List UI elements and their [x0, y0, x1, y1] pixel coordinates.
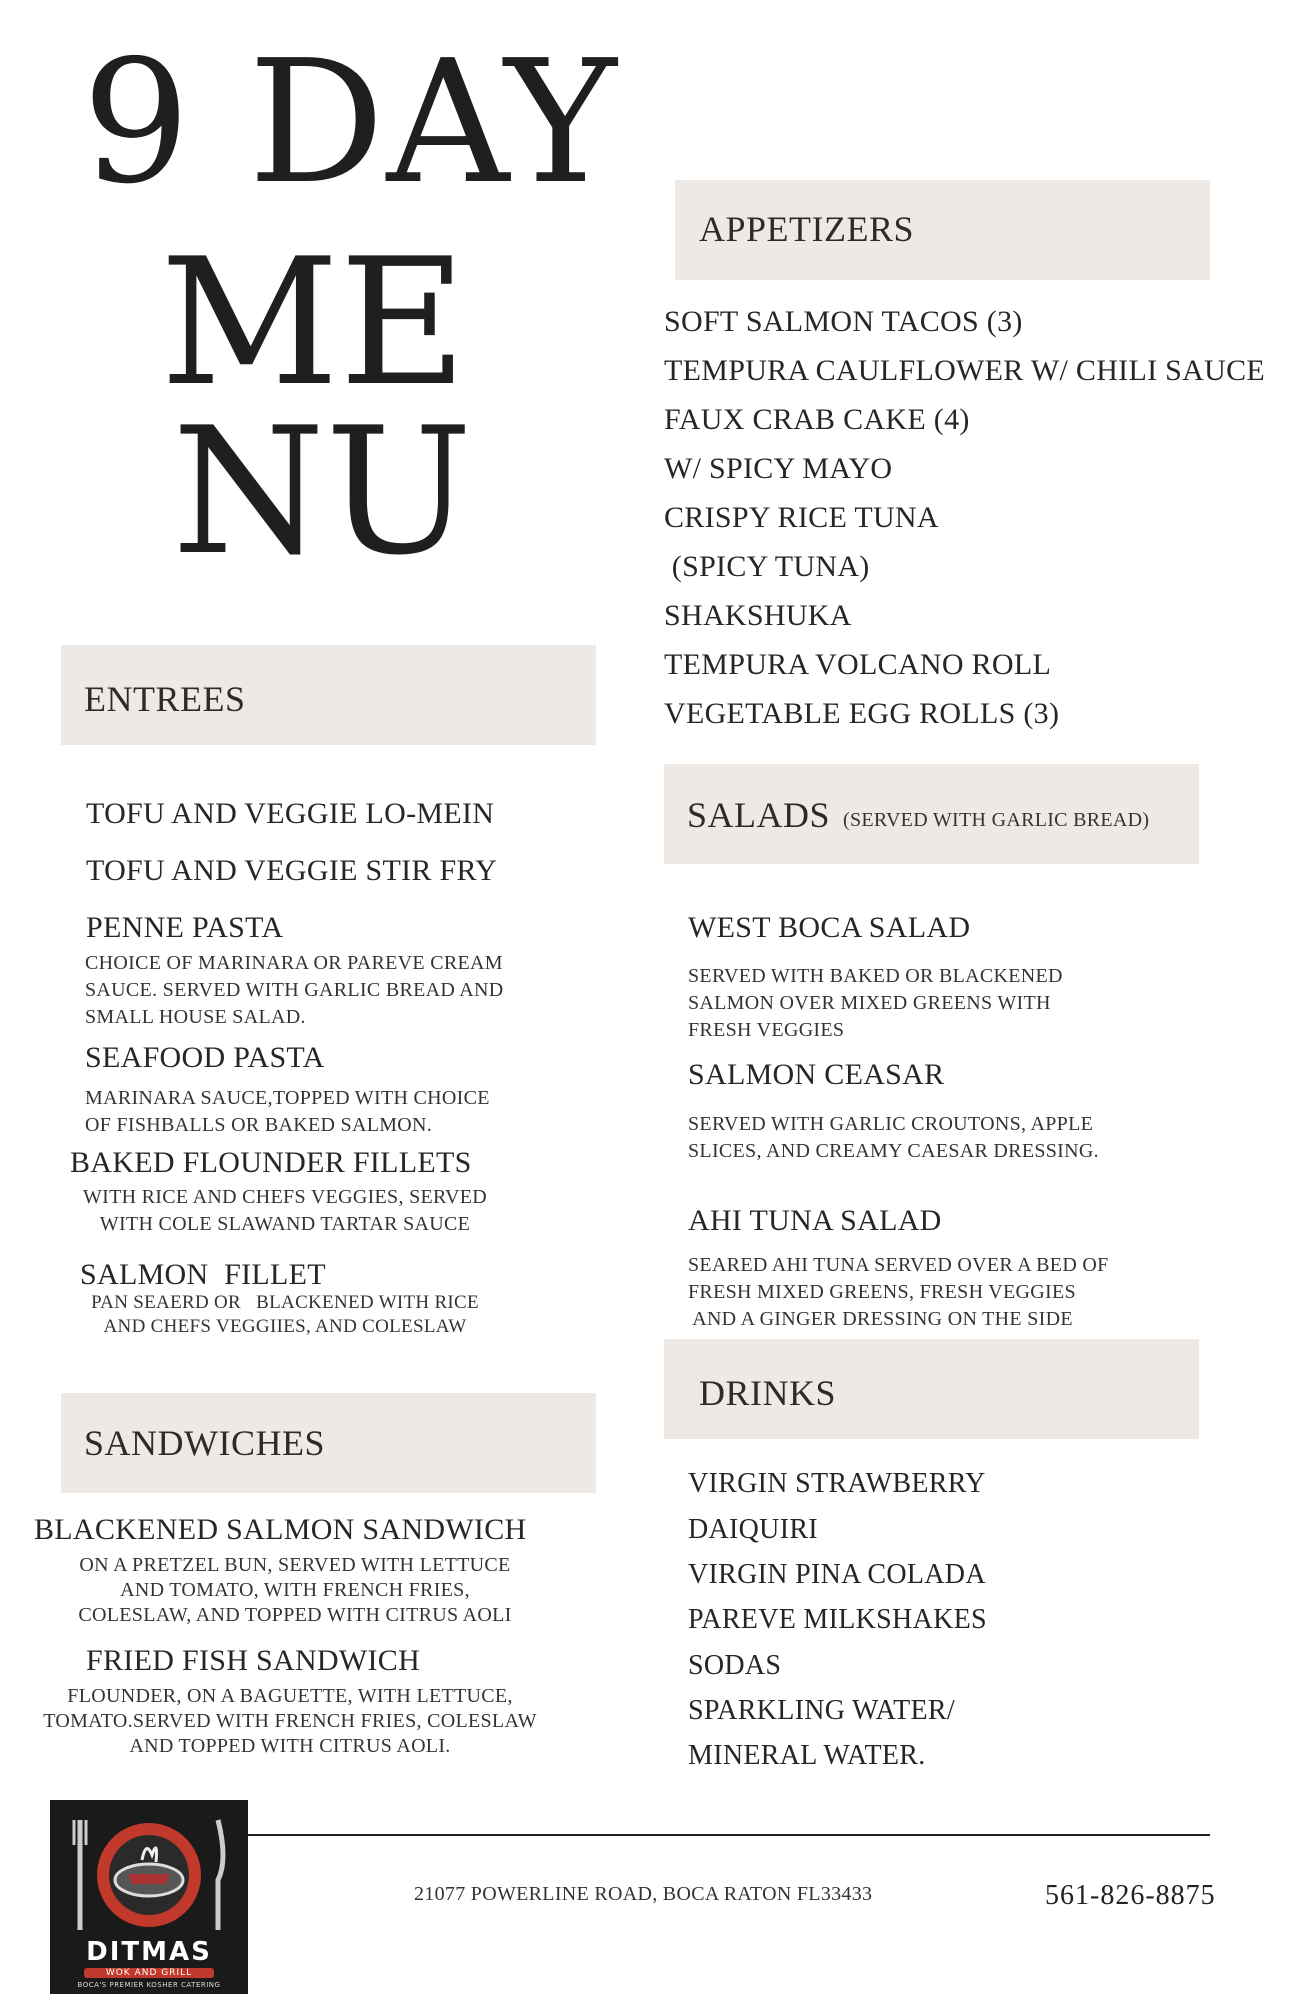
drink-item: VIRGIN PINA COLADA	[688, 1559, 986, 1590]
salad-desc: SEARED AHI TUNA SERVED OVER A BED OF FRESH MIXED GREENS, FRESH VEGGIES AND A GINGER DRESSING ON THE SIDE	[688, 1254, 1109, 1330]
entree-name: BAKED FLOUNDER FILLETS	[70, 1146, 472, 1179]
footer-address: 21077 POWERLINE ROAD, BOCA RATON FL33433	[414, 1883, 873, 1905]
title-line-2: ME	[160, 222, 467, 425]
salad-desc: SERVED WITH BAKED OR BLACKENED SALMON OVER MIXED GREENS WITH FRESH VEGGIES	[688, 965, 1063, 1041]
drink-item: MINERAL WATER.	[688, 1740, 926, 1771]
entree-name: TOFU AND VEGGIE STIR FRY	[86, 854, 498, 887]
salad-name: WEST BOCA SALAD	[688, 911, 971, 944]
salads-note: (SERVED WITH GARLIC BREAD)	[843, 809, 1150, 831]
appetizer-item: (SPICY TUNA)	[664, 550, 870, 583]
entree-desc: MARINARA SAUCE,TOPPED WITH CHOICE OF FISHBALLS OR BAKED SALMON.	[85, 1087, 490, 1136]
salad-name: AHI TUNA SALAD	[688, 1204, 942, 1237]
salads-header: SALADS	[687, 795, 831, 835]
entree-desc: PAN SEAERD OR BLACKENED WITH RICE AND CHEFS VEGGIIES, AND COLESLAW	[91, 1292, 479, 1337]
entree-name: SALMON FILLET	[80, 1258, 326, 1291]
entrees-header: ENTREES	[84, 679, 246, 719]
sandwich-desc: FLOUNDER, ON A BAGUETTE, WITH LETTUCE, TOMATO.SERVED WITH FRENCH FRIES, COLESLAW AND TOPPED WITH CITRUS AOLI.	[43, 1685, 537, 1757]
appetizer-item: TEMPURA VOLCANO ROLL	[664, 648, 1052, 681]
entree-desc: WITH RICE AND CHEFS VEGGIES, SERVED WITH COLE SLAWAND TARTAR SAUCE	[82, 1186, 488, 1235]
ditmas-logo	[50, 1800, 248, 1994]
logo-sub: WOK AND GRILL	[84, 1968, 214, 1978]
appetizer-item: W/ SPICY MAYO	[664, 452, 893, 485]
appetizer-item: TEMPURA CAULFLOWER W/ CHILI SAUCE	[664, 354, 1266, 387]
appetizers-header: APPETIZERS	[699, 209, 915, 249]
entree-name: TOFU AND VEGGIE LO-MEIN	[86, 797, 495, 830]
drink-item: PAREVE MILKSHAKES	[688, 1604, 987, 1635]
salad-desc: SERVED WITH GARLIC CROUTONS, APPLE SLICES, AND CREAMY CAESAR DRESSING.	[688, 1113, 1099, 1162]
logo-name: DITMAS	[86, 1937, 212, 1967]
title-line-3: NU	[172, 391, 473, 594]
sandwich-name: FRIED FISH SANDWICH	[86, 1644, 421, 1677]
appetizer-item: SOFT SALMON TACOS (3)	[664, 305, 1023, 338]
appetizer-item: CRISPY RICE TUNA	[664, 501, 939, 534]
entree-name: SEAFOOD PASTA	[85, 1041, 325, 1074]
drink-item: DAIQUIRI	[688, 1514, 818, 1545]
appetizer-item: SHAKSHUKA	[664, 599, 852, 632]
appetizer-item: VEGETABLE EGG ROLLS (3)	[664, 697, 1060, 730]
appetizer-item: FAUX CRAB CAKE (4)	[664, 403, 970, 436]
drink-item: SODAS	[688, 1650, 782, 1681]
sandwich-name: BLACKENED SALMON SANDWICH	[34, 1513, 527, 1546]
entree-desc: CHOICE OF MARINARA OR PAREVE CREAM SAUCE. SERVED WITH GARLIC BREAD AND SMALL HOUSE SALAD.	[85, 952, 504, 1028]
sandwich-desc: ON A PRETZEL BUN, SERVED WITH LETTUCE AND TOMATO, WITH FRENCH FRIES, COLESLAW, AND TOPPED WITH CITRUS AOLI	[78, 1554, 512, 1626]
drink-item: VIRGIN STRAWBERRY	[688, 1468, 986, 1499]
salad-name: SALMON CEASAR	[688, 1058, 945, 1091]
drinks-header: DRINKS	[699, 1373, 837, 1413]
title-line-1: 9 DAY	[82, 24, 619, 222]
footer-divider	[248, 1834, 1210, 1836]
entree-name: PENNE PASTA	[86, 911, 284, 944]
logo-tagline: BOCA'S PREMIER KOSHER CATERING	[77, 1981, 221, 1989]
drink-item: SPARKLING WATER/	[688, 1695, 955, 1726]
footer-phone: 561-826-8875	[1045, 1880, 1216, 1911]
sandwiches-header: SANDWICHES	[84, 1423, 326, 1463]
